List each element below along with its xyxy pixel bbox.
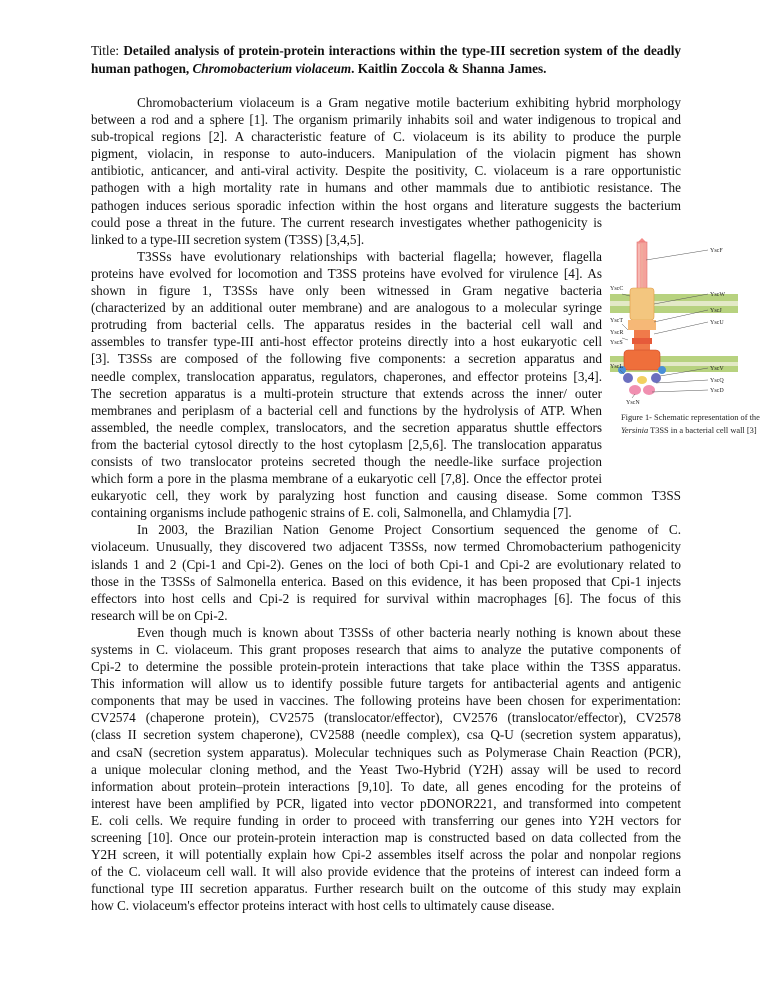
text-line: Even though much is known about T3SSs of other bacteria nearly nothing is known about these [137,624,681,640]
text-line: information about protein–protein interactions [9,10]. To date, all genes encoding for the proteins of [91,778,681,794]
text-line: Chromobacterium violaceum is a Gram negative motile bacterium exhibiting hybrid morphology [137,95,681,110]
figure-caption: Figure 1- Schematic representation of the Yersinia T3SS in a bacterial cell wall [3] [621,413,760,435]
text-line: membranes and periplasm of a bacterial cell and functions by the hydrolysis of ATP. When [91,402,602,418]
text-line: pigment, violacin, in response to auto-inducers. Manipulation of the violacin pigment has shown [91,146,681,162]
text-line: Cpi-2 to determine the possible protein-protein interactions that take place within the T3SS apparatus. [91,659,681,675]
text-line: research will be on Cpi-2. [91,607,228,623]
text-line: interest have been amplified by PCR, ligated into vector pDONOR221, and transformed into competent [91,795,681,811]
text-line: could pose a threat in the future. The current research investigates whether pathogenicity is [91,214,602,230]
label-yscc: YscC [610,286,624,292]
text-line: This information will allow us to identify possible future targets for antibacterial agents and antigenic [91,676,681,692]
text-line: and csaN (secretion system apparatus). Molecular techniques such as Polymerase Chain Reaction (PCR), [91,744,681,760]
text-line: effectors into host cells and Cpi-2 is required for survival within macrophages [6]. The focus of this [91,590,681,606]
t3ss-schematic-figure [610,238,740,428]
label-yscd: YscD [710,388,724,394]
document-body [91,94,681,915]
label-yscs: YscS [610,340,623,346]
text-line: protruding from bacterial cells. The apparatus resides in the bacterial cell wall and [91,317,602,333]
text-line: pathogen induces serious sporadic infection within the host organs and literature suggests the bacterium [91,197,681,213]
document-title [91,42,681,78]
text-line: shown in figure 1, T3SSs have only been witnessed in Gram negative bacteria [91,283,602,299]
text-line: pathogen with a high mortality rate in humans and other mammals due to antibiotic resistance. The [91,180,681,196]
text-line: assembled, the needle complex, translocators, and the secretion apparatus shuttle effectors [91,419,602,435]
text-line: E. coli cells. We require funding in order to proceed with transferring our genes into Y2H vectors for [91,812,681,828]
label-yscn: YscN [626,400,640,406]
text-line: sub-tropical regions [2]. A characteristic feature of C. violaceum is its ability to produce the purple [91,129,681,145]
text-line: assembles to transfer type-III anti-host effector proteins directly into a host eukaryotic cell [91,334,602,350]
label-yscu: YscU [710,320,724,326]
text-line: In 2003, the Brazilian Nation Genome Project Consortium sequenced the genome of C. [137,522,681,538]
text-line: violaceum. Unusually, they discovered two adjacent T3SSs, now termed Chromobacterium pathogenicity [91,539,681,555]
paragraph-t3ss [91,248,681,522]
text-line: systems in C. violaceum. This grant proposes research that aims to analyze the putative components of [91,642,681,657]
text-line: eukaryotic cell, they work by paralyzing host function and causing disease. Some common T3SS [91,488,681,504]
basal-body [628,288,656,356]
title-authors: . Kaitlin Zoccola & Shanna James. [351,61,547,76]
text-line: [3]. T3SSs are composed of the following five components: a secretion apparatus and [91,351,602,367]
text-line: those in the T3SSs of Salmonella enterica. Based on this evidence, it has been proposed that Cpi-1 injects [91,573,681,589]
paragraph-genome [91,521,681,624]
text-line: T3SSs have evolutionary relationships with bacterial flagella; however, flagella [137,248,602,264]
text-line: containing organisms include pathogenic strains of E. coli, Salmonella, and Chlamydia [7]. [91,505,572,521]
text-line: linked to a type-III secretion system (T3SS) [3,4,5]. [91,231,365,247]
text-line: components that may be used in vaccines. The following proteins have been chosen for experimentation: [91,693,681,709]
caption-italic: Yersinia [621,425,649,435]
text-line: functional type III secretion apparatus. Further research built on the outcome of this study may explain [91,881,681,897]
text-line: which form a pore in the plasma membrane of a eukaryotic cell [7,8]. Once the effector protei [91,471,602,487]
title-prefix: Title: [91,43,124,58]
text-line: consists of two translocator proteins secreted though the needle-like surface projection [91,453,602,469]
label-yscf: YscF [710,248,723,254]
text-line: between a rod and a sphere [1]. The organism primarily inhabits soil and water indigenous to tropical and [91,112,681,128]
cytoplasmic-ring [618,350,666,395]
text-line: screening [10]. Once our protein-protein interaction map is constructed based on data collected from the [91,830,681,846]
label-yscl: YscL [610,364,623,370]
label-yscj: YscJ [710,308,722,314]
text-line: antibiotic, anticancer, and anti-viral activity. Despite the positivity, C. violaceum is a rare opportunistic [91,163,681,179]
label-yscr: YscR [610,330,624,336]
text-line: of the C. violaceum cell wall. It will also provide evidence that the proteins of interest can indeed form a [91,864,681,880]
title-organism: Chromobacterium violaceum [192,61,352,76]
text-line: The secretion apparatus is a multi-protein structure that extends across the inner/ outer [91,385,602,401]
paragraph-proposal [91,624,681,915]
text-line: how C. violaceum's effector proteins interact with host cells to ultimately cause disease. [91,898,555,914]
label-yscq: YscQ [710,378,724,384]
text-line: CV2574 (chaperone protein), CV2575 (translocator/effector), CV2576 (translocator/effector), CV2578 [91,710,681,726]
text-line: from the bacterial cytosol directly to the host cytoplasm [2,5,6]. The translocation apparatus [91,436,602,452]
text-line: (characterized by an additional outer membrane) and are analogous to a molecular syringe [91,300,602,316]
text-line: Y2H screen, it will potentially explain how Cpi-2 assembles itself across the polar and nonpolar regions [91,847,681,863]
title-main: Detailed analysis of protein-protein interactions within the type-III secretion system of the deadly human pathogen, Chromobacterium violaceum. Kaitlin Zoccola & Shanna James. [91,43,681,76]
text-line: a unique molecular cloning method, and the Yeast Two-Hybrid (Y2H) assay will be used to record [91,761,681,777]
text-line: proteins have evolved for locomotion and T3SS proteins have evolved for virulence [4]. As [91,265,602,281]
label-ysct: YscT [610,318,623,324]
text-line: needle complex, translocation apparatus, regulators, chaperones, and effector proteins [3,4]. [91,368,602,384]
label-yscv: YscV [710,366,724,372]
paragraph-intro [91,94,681,248]
text-line: islands 1 and 2 (Cpi-1 and Cpi-2). Genes on the loci of both Cpi-1 and Cpi-2 are evolutionary related to [91,556,681,572]
text-line: (class II secretion system chaperone), CV2588 (needle complex), csa Q-U (secretion system apparatus), [91,727,681,743]
label-yscw: YscW [710,292,725,298]
